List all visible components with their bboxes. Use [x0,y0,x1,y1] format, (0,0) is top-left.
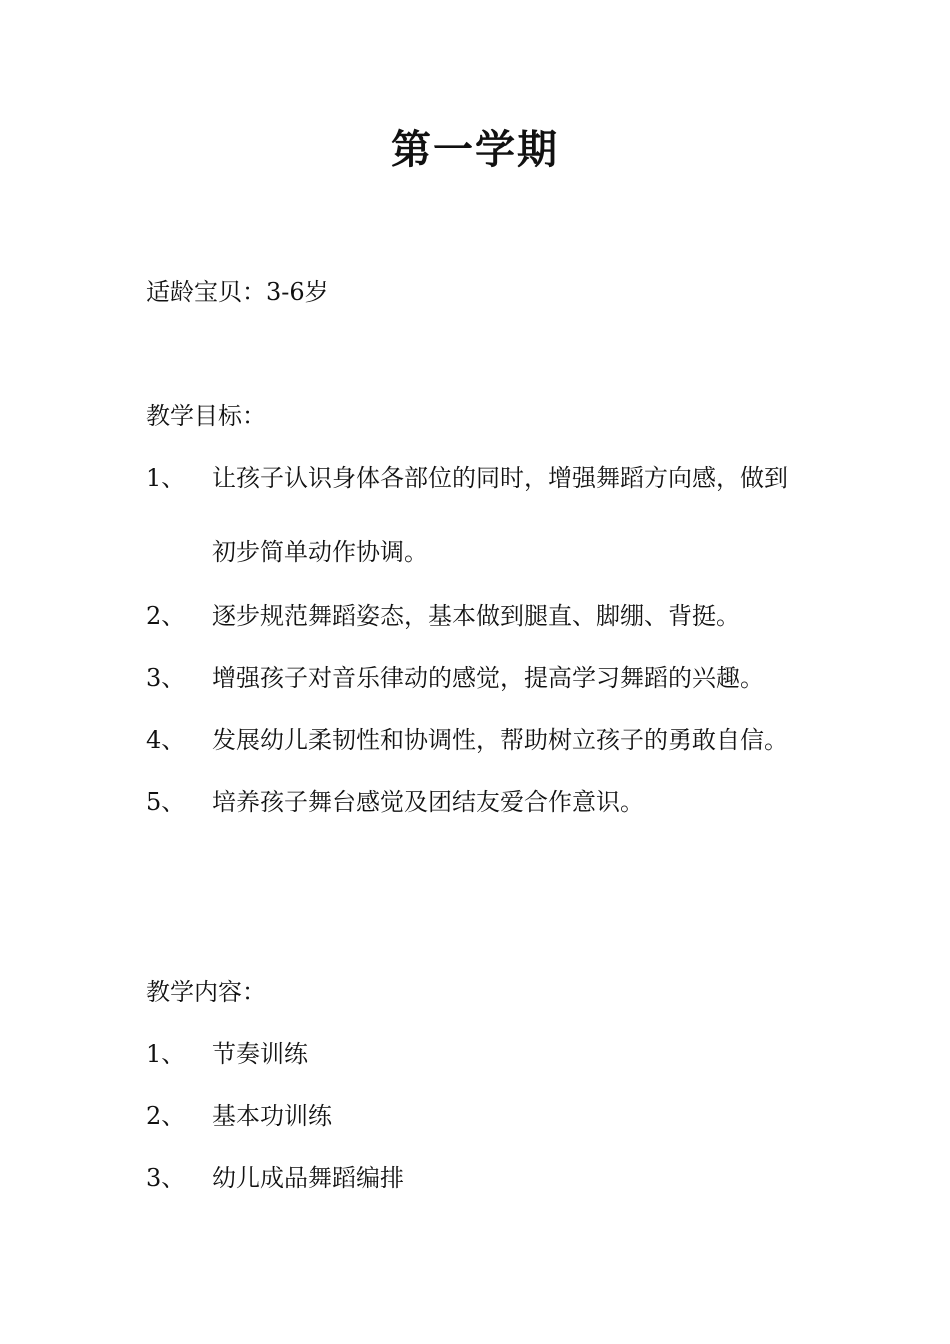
goal-number: 5、 [146,788,186,816]
goal-text: 增强孩子对音乐律动的感觉，提高学习舞蹈的兴趣。 [212,664,764,692]
page-title: 第一学期 [391,126,559,173]
goal-number: 4、 [146,726,186,754]
goals-heading: 教学目标： [146,402,266,430]
content-text: 节奏训练 [212,1040,308,1068]
goal-text-continued: 初步简单动作协调。 [212,538,428,566]
goal-number: 3、 [146,664,186,692]
goal-text: 培养孩子舞台感觉及团结友爱合作意识。 [212,788,644,816]
goal-number: 2、 [146,602,186,630]
content-heading: 教学内容： [146,978,266,1006]
goal-text: 逐步规范舞蹈姿态，基本做到腿直、脚绷、背挺。 [212,602,740,630]
content-text: 幼儿成品舞蹈编排 [212,1164,404,1192]
content-text: 基本功训练 [212,1102,332,1130]
age-range-line: 适龄宝贝：3-6岁 [146,278,329,306]
goal-text: 发展幼儿柔韧性和协调性，帮助树立孩子的勇敢自信。 [212,726,788,754]
content-number: 3、 [146,1164,186,1192]
goal-number: 1、 [146,464,186,492]
goal-text: 让孩子认识身体各部位的同时，增强舞蹈方向感，做到 [212,464,788,492]
content-number: 2、 [146,1102,186,1130]
content-number: 1、 [146,1040,186,1068]
